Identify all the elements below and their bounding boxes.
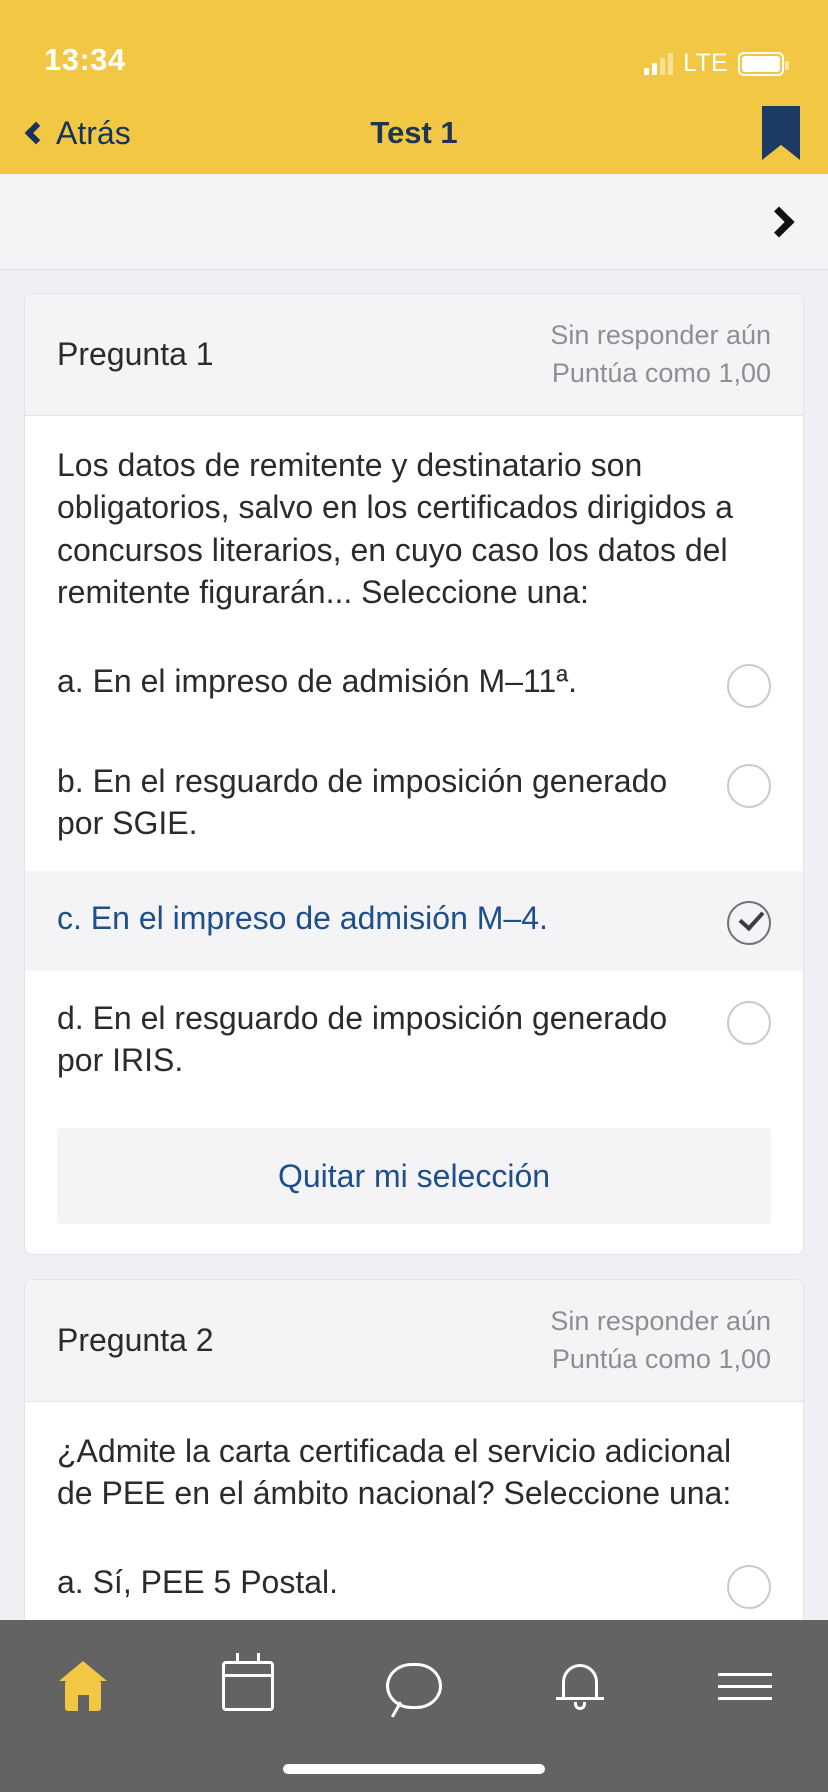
signal-bars-icon [644, 53, 673, 75]
tab-calendar[interactable] [166, 1646, 332, 1726]
answer-option-label: d. En el resguardo de imposición generado por IRIS. [57, 999, 668, 1079]
radio-button-checked[interactable] [727, 901, 771, 945]
answer-option-b[interactable] [25, 734, 803, 871]
nav-bar [0, 92, 828, 174]
answer-options [25, 634, 803, 1108]
answer-option-c[interactable] [25, 871, 803, 971]
home-icon [56, 1661, 110, 1711]
battery-full-icon [738, 52, 784, 76]
bell-icon [555, 1660, 605, 1712]
status-time: 13:34 [44, 42, 126, 77]
answer-option-label: a. En el impreso de admisión M–11ª. [57, 662, 577, 699]
radio-button[interactable] [727, 664, 771, 708]
chevron-right-icon[interactable] [763, 206, 794, 237]
quiz-navigation-bar [0, 174, 828, 270]
chat-bubble-icon [386, 1663, 442, 1709]
question-card [24, 1279, 804, 1620]
back-button-label: Atrás [56, 114, 131, 151]
question-grade: Puntúa como 1,00 [551, 358, 771, 389]
question-text: Los datos de remitente y destinatario son obligatorios, salvo en los certificados dirigidos a concursos literarios, en cuyo caso los datos del remitente figurarán... Seleccione una: [57, 446, 733, 611]
status-bar [0, 0, 828, 92]
question-body [25, 416, 803, 620]
radio-button[interactable] [727, 1565, 771, 1609]
tab-notifications[interactable] [497, 1646, 663, 1726]
page-title: Test 1 [370, 115, 458, 150]
quiz-content-scroll[interactable] [0, 271, 828, 1620]
question-status: Sin responder aún [550, 1306, 771, 1337]
question-grade: Puntúa como 1,00 [551, 1344, 771, 1375]
bookmark-icon[interactable] [762, 106, 800, 160]
answer-option-label: c. En el impreso de admisión M–4. [57, 899, 548, 936]
network-label: LTE [683, 49, 728, 77]
question-title: Pregunta 2 [57, 1321, 214, 1358]
back-button[interactable] [28, 115, 131, 152]
answer-option-a[interactable] [25, 634, 803, 734]
tab-home[interactable] [0, 1646, 166, 1726]
home-indicator[interactable] [283, 1764, 545, 1774]
question-text: ¿Admite la carta certificada el servicio adicional de PEE en el ámbito nacional? Seleccione una: [57, 1432, 732, 1512]
calendar-icon [222, 1661, 274, 1711]
answer-option-label: b. En el resguardo de imposición generado por SGIE. [57, 762, 668, 842]
question-header [25, 1280, 803, 1402]
tab-menu[interactable] [662, 1646, 828, 1726]
question-card [24, 293, 804, 1255]
clear-selection-button[interactable]: Quitar mi selección [57, 1128, 771, 1224]
question-status: Sin responder aún [550, 320, 771, 350]
question-title: Pregunta 1 [57, 335, 214, 372]
tab-bar [0, 1620, 828, 1792]
radio-button[interactable] [727, 1001, 771, 1045]
radio-button[interactable] [727, 764, 771, 808]
answer-option-label: a. Sí, PEE 5 Postal. [57, 1563, 339, 1600]
hamburger-menu-icon [718, 1664, 772, 1709]
question-header [25, 294, 803, 416]
tab-messages[interactable] [331, 1646, 497, 1726]
question-meta [550, 1302, 771, 1379]
question-meta [550, 316, 771, 393]
answer-option-a[interactable] [25, 1535, 803, 1620]
answer-options [25, 1535, 803, 1620]
status-indicators [644, 49, 784, 78]
answer-option-d[interactable] [25, 971, 803, 1108]
chevron-left-icon [25, 122, 48, 145]
question-body [25, 1402, 803, 1521]
